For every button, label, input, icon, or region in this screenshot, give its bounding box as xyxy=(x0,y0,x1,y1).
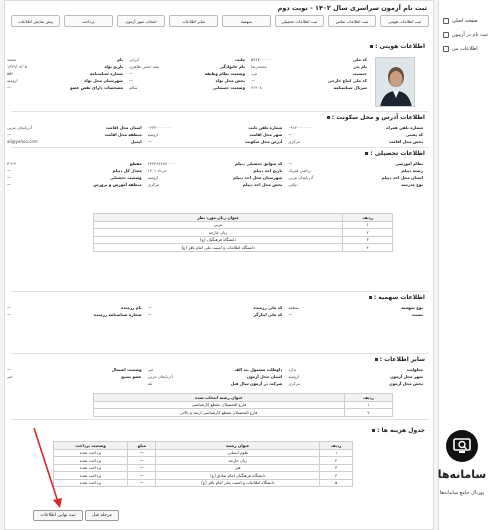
field-value: — xyxy=(147,311,152,317)
table-cell: فارغ التحصیلان مقطع کارشناسی ارشد و بالاتر xyxy=(94,409,345,417)
field-label: شرکت در آزمون سال قبل xyxy=(230,380,283,386)
back-button[interactable]: مرحله قبل xyxy=(85,510,119,521)
field-value: خرداد ۱۴۰۱ xyxy=(147,167,167,173)
field-row xyxy=(129,70,245,76)
sidebar-item-my-info[interactable] xyxy=(439,42,500,56)
field-label: شهر محل اقامت xyxy=(249,131,283,137)
table-row xyxy=(94,244,393,252)
other-fields xyxy=(7,366,423,386)
table-cell: ۴ xyxy=(320,472,353,480)
field-value: ۴۲۳۴۶۸۷۸۷۰۰۰۰ xyxy=(147,160,176,166)
table-cell: عربی xyxy=(94,221,343,229)
field-value: — xyxy=(147,138,152,144)
field-value: — xyxy=(251,77,255,83)
field-label: نوع مدرسه xyxy=(401,181,423,187)
table-cell: ۱ xyxy=(343,221,393,229)
field-row xyxy=(7,174,142,180)
field-row xyxy=(129,56,245,62)
field-label: استان محل اخذ دیپلم xyxy=(381,174,423,180)
wizard-steps xyxy=(11,15,429,27)
table-cell: ۱ xyxy=(344,401,392,409)
field-label: سریال شناسنامه xyxy=(333,84,367,90)
table-cell: دانشگاه فرهنگیان (ع) xyxy=(94,236,343,244)
field-value: مرکزی xyxy=(288,380,300,386)
field-row xyxy=(288,160,423,166)
field-value: ۴۶۳۰۸ xyxy=(251,84,262,90)
field-row xyxy=(7,70,123,76)
field-row xyxy=(7,56,123,62)
field-label: کد ملی رزمنده xyxy=(253,304,283,310)
table-cell: — xyxy=(128,449,156,457)
field-label: شماره تلفن ثابت xyxy=(248,124,283,130)
brand-logo xyxy=(432,430,492,520)
table-cell: پرداخت شده xyxy=(54,479,128,487)
field-label: استان محل آزمون xyxy=(246,373,283,379)
field-row xyxy=(148,160,283,166)
step-preview[interactable]: پیش نمایش اطلاعات xyxy=(11,15,60,27)
field-row xyxy=(7,167,142,173)
field-value: ارومیه xyxy=(147,174,159,180)
field-label: شهر محل آزمون xyxy=(390,373,423,379)
field-label: منطقه محل اقامت xyxy=(104,131,142,137)
payment-section-title: جدول هزینه ها : xyxy=(372,427,425,434)
brand-name: سامانه‌ها xyxy=(437,468,487,481)
contact-fields xyxy=(7,124,423,144)
table-row xyxy=(54,464,353,472)
field-label: نسبت xyxy=(411,311,423,317)
field-value: محمدرضا xyxy=(251,63,267,69)
field-row xyxy=(148,124,283,130)
sidebar-item-label: اطلاعات من xyxy=(452,46,478,52)
field-label: بخش محل اخذ دیپلم xyxy=(242,181,283,187)
field-value: آذربایجان غربی xyxy=(147,373,173,379)
field-value: سید حسن طاهری xyxy=(129,63,160,69)
field-value: ۰۴۴۳۰۰۰۰۰۰۰ xyxy=(147,124,172,130)
table-row xyxy=(54,472,353,480)
field-row xyxy=(7,77,123,83)
field-value: مرکزی xyxy=(288,138,300,144)
field-row xyxy=(7,311,142,317)
confirm-button[interactable]: ثبت نهایی اطلاعات xyxy=(33,510,83,521)
table-header: عنوان رشته انتخاب شده xyxy=(94,394,345,402)
field-row xyxy=(288,167,423,173)
field-row xyxy=(148,311,283,317)
field-row xyxy=(288,373,423,379)
field-label: نام پدر xyxy=(353,63,367,69)
field-value: ارومیه xyxy=(288,373,299,379)
field-row xyxy=(148,138,283,144)
field-label: کد پستی xyxy=(405,131,423,137)
table-cell: پرداخت شده xyxy=(54,449,128,457)
field-label: معلولیت xyxy=(406,366,423,372)
field-row xyxy=(251,70,367,76)
table-cell: ۴ xyxy=(343,244,393,252)
table-header: ردیف xyxy=(344,394,392,402)
education-section-title: اطلاعات تحصیلی : xyxy=(365,150,425,157)
field-value: ارومیه xyxy=(7,77,18,83)
field-value: ۱۳۷۹/۰۸/۰۵ xyxy=(7,63,27,69)
contact-section-title: اطلاعات آدرس و محل سکونت : xyxy=(327,114,425,121)
field-row xyxy=(148,304,283,310)
field-label: تاریخ تولد xyxy=(104,63,123,69)
field-label: عضو بسیج xyxy=(121,373,142,379)
field-label: تاریخ اخذ دیپلم xyxy=(253,167,283,173)
field-row xyxy=(251,84,367,90)
field-label: کد ملی ایثارگر xyxy=(253,311,283,317)
table-cell: — xyxy=(128,464,156,472)
selected-fields-table xyxy=(93,393,393,417)
field-label: نظام آموزشی xyxy=(395,160,423,166)
field-label: وضعیت تحصیلی xyxy=(110,174,142,180)
table-row xyxy=(54,449,353,457)
field-value: ۰۹۱۴۰۰۰۰۰۰۰ xyxy=(288,124,312,130)
field-value: ۵۵۲ xyxy=(7,70,14,76)
form-icon xyxy=(443,32,449,38)
field-label: داوطلب مشمول بند الف xyxy=(234,366,283,372)
field-value: ارومیه xyxy=(147,131,159,137)
field-value: سالم xyxy=(129,84,138,90)
field-value: آذربایجان غربی xyxy=(288,174,314,180)
field-value: — xyxy=(288,131,293,137)
field-row xyxy=(288,174,423,180)
field-label: آدرس محل سکونت xyxy=(244,138,283,144)
divider xyxy=(11,419,429,420)
table-header: عنوان رشته xyxy=(156,442,320,450)
table-row xyxy=(94,229,393,237)
field-row xyxy=(251,77,367,83)
identity-fields xyxy=(7,56,367,90)
quota-section-title: اطلاعات سهمیه : xyxy=(369,294,425,301)
field-row xyxy=(288,124,423,130)
step-identity[interactable]: ثبت اطلاعات هویتی xyxy=(380,15,429,27)
field-row xyxy=(7,124,142,130)
field-label: شماره شناسنامه xyxy=(89,70,123,76)
education-fields xyxy=(7,160,423,187)
table-row xyxy=(94,221,393,229)
table-header: ردیف xyxy=(343,214,393,222)
table-cell: — xyxy=(128,479,156,487)
language-table xyxy=(93,213,393,252)
field-value: — xyxy=(7,181,11,187)
field-label: بخش محل اقامت xyxy=(389,138,423,144)
field-label: استان محل اقامت xyxy=(105,124,142,130)
field-row xyxy=(7,84,123,90)
field-label: نام رزمنده xyxy=(120,304,142,310)
field-value: — xyxy=(7,366,11,372)
table-cell: پرداخت شده xyxy=(54,472,128,480)
field-row xyxy=(129,77,245,83)
table-header: عنوان زبان مورد نظر xyxy=(94,214,343,222)
step-contact[interactable]: ثبت اطلاعات تماس xyxy=(328,15,377,27)
table-cell: زبان خارجه xyxy=(94,229,343,237)
table-cell: پرداخت شده xyxy=(54,464,128,472)
brand-tagline: پورتال جامع سامانه‌ها xyxy=(439,490,485,496)
sidebar-item-home[interactable] xyxy=(439,14,500,28)
field-value: — xyxy=(7,304,11,310)
field-value: — xyxy=(147,304,152,310)
field-label: ایمیل xyxy=(130,138,142,144)
field-row xyxy=(288,366,423,372)
field-value: مرکزی xyxy=(147,181,160,187)
field-value: ایرانی xyxy=(129,56,139,62)
field-label: بخش محل آزمون xyxy=(389,380,423,386)
payment-table xyxy=(53,441,353,487)
table-cell: ۲ xyxy=(320,457,353,465)
field-row xyxy=(7,63,123,69)
table-cell: ۲ xyxy=(343,229,393,237)
field-value: منطقه xyxy=(288,304,300,310)
field-label: ملیت xyxy=(235,56,245,62)
field-label: رشته دیپلم xyxy=(401,167,423,173)
field-label: منطقه آموزش و پرورش xyxy=(93,181,142,187)
step-quota[interactable]: سهمیه xyxy=(222,15,271,27)
field-row xyxy=(148,181,283,187)
field-value: بله xyxy=(147,380,153,386)
field-row xyxy=(148,167,283,173)
table-cell: ۲ xyxy=(344,409,392,417)
field-label: شماره شناسنامه رزمنده xyxy=(93,311,142,317)
field-row xyxy=(7,131,142,137)
field-row xyxy=(288,380,423,386)
quota-fields xyxy=(7,304,423,317)
field-row xyxy=(251,56,367,62)
table-row xyxy=(94,401,393,409)
table-cell: زبان خارجه xyxy=(156,457,320,465)
field-label: معدل کل دیپلم xyxy=(112,167,142,173)
field-row xyxy=(288,304,423,310)
field-row xyxy=(129,63,245,69)
table-cell: فارغ التحصیلان مقطع کارشناسی xyxy=(94,401,345,409)
field-label: وضعیت اشتغال xyxy=(111,366,142,372)
field-value: — xyxy=(7,167,11,173)
field-value: — xyxy=(288,311,293,317)
step-exam-city[interactable]: انتخاب شهر آزمون xyxy=(117,15,166,27)
field-value: مرد xyxy=(251,70,258,76)
field-value: — xyxy=(129,77,133,83)
table-cell: هنر xyxy=(156,464,320,472)
divider xyxy=(11,147,429,148)
profile-photo xyxy=(375,57,415,107)
list-icon xyxy=(443,46,449,52)
table-cell: دانشگاه اطلاعات و امنیت ملی امام باقر (ع) xyxy=(94,244,343,252)
table-cell: ۳ xyxy=(320,464,353,472)
field-label: کد ملی اتباع خارجی xyxy=(327,77,367,83)
table-cell: — xyxy=(128,457,156,465)
table-cell: پرداخت شده xyxy=(54,457,128,465)
field-value: — xyxy=(7,311,11,317)
sidebar-item-label: صفحه اصلی xyxy=(452,18,478,24)
avatar-icon xyxy=(376,58,415,107)
table-row xyxy=(54,457,353,465)
table-cell: ۵ xyxy=(320,479,353,487)
table-cell: علوم انسانی xyxy=(156,449,320,457)
field-label: نوع سهمیه xyxy=(401,304,423,310)
field-value: دولتی xyxy=(288,181,298,187)
field-row xyxy=(148,373,283,379)
field-label: شهرستان محل تولد xyxy=(83,77,123,83)
page-title: ثبت نام آزمون سراسری سال ۱۴۰۲ - نوبت دوم xyxy=(277,4,427,12)
field-label: نام خانوادگی xyxy=(219,63,245,69)
table-cell: ۱ xyxy=(320,449,353,457)
sidebar-item-label: ثبت نام در آزمون xyxy=(452,32,488,38)
field-value: — xyxy=(7,131,11,137)
table-cell: ۳ xyxy=(343,236,393,244)
table-header: ردیف xyxy=(320,442,353,450)
table-cell: — xyxy=(128,472,156,480)
field-row xyxy=(7,366,142,372)
field-row xyxy=(288,311,423,317)
step-other[interactable]: سایر اطلاعات xyxy=(169,15,218,27)
field-row xyxy=(288,138,423,144)
field-value: ali@yahoo.com xyxy=(7,138,38,144)
field-row xyxy=(288,181,423,187)
field-label: جنسیت xyxy=(352,70,367,76)
field-value: — xyxy=(7,84,11,90)
field-label: نام xyxy=(117,56,123,62)
field-label: کد ملی xyxy=(352,56,367,62)
field-row xyxy=(7,181,142,187)
field-row xyxy=(7,138,142,144)
field-value: — xyxy=(288,160,293,166)
divider xyxy=(11,353,429,354)
field-value: — xyxy=(129,70,133,76)
table-cell: دانشگاه اطلاعات و امنیت ملی امام باقر (ع) xyxy=(156,479,320,487)
other-section-title: سایر اطلاعات : xyxy=(375,356,425,363)
field-row xyxy=(251,63,367,69)
table-row xyxy=(54,479,353,487)
field-row xyxy=(7,373,142,379)
identity-section-title: اطلاعات هویتی : xyxy=(370,43,425,50)
field-label: شماره تلفن همراه xyxy=(386,124,423,130)
divider xyxy=(11,291,429,292)
field-row xyxy=(148,131,283,137)
main-panel xyxy=(4,0,434,530)
step-payment[interactable]: پرداخت xyxy=(64,15,113,27)
sidebar-item-register[interactable] xyxy=(439,28,500,42)
field-label: مشخصات دارای نقص عضو xyxy=(70,84,123,90)
field-label: مقطع xyxy=(129,160,142,166)
field-row xyxy=(148,366,283,372)
field-label: شهرستان محل اخذ دیپلم xyxy=(233,174,283,180)
field-value: — xyxy=(7,174,11,180)
field-row xyxy=(7,160,142,166)
monitor-search-icon xyxy=(446,430,478,462)
home-icon xyxy=(443,18,449,24)
field-value: آذربایجان غربی xyxy=(7,124,33,130)
table-row xyxy=(94,236,393,244)
table-header: وضعیت پرداخت xyxy=(54,442,128,450)
divider xyxy=(11,111,429,112)
field-value: محمد xyxy=(7,56,17,62)
field-row xyxy=(129,84,245,90)
field-value: خیر xyxy=(147,366,154,372)
field-label: وضعیت نظام وظیفه xyxy=(204,70,245,76)
table-row xyxy=(94,409,393,417)
table-cell: دانشگاه فرهنگیان امام صادق (ع) xyxy=(156,472,320,480)
field-value: خیر xyxy=(7,373,13,379)
field-value: ۳-۶-۳ xyxy=(7,160,17,166)
field-label: وضعیت جسمانی xyxy=(212,84,245,90)
field-row xyxy=(7,304,142,310)
field-value: ۵۹۶۷۰۰۰۰۰۰ xyxy=(251,56,273,62)
field-row xyxy=(288,131,423,137)
field-value: ندارد xyxy=(288,366,297,372)
field-row xyxy=(148,174,283,180)
field-row xyxy=(148,380,283,386)
step-education[interactable]: ثبت اطلاعات تحصیلی xyxy=(275,15,324,27)
field-value: ریاضی فیزیک xyxy=(288,167,311,173)
field-label: کد سوابق تحصیلی دیپلم xyxy=(235,160,283,166)
table-header: مبلغ xyxy=(128,442,156,450)
field-label: بخش محل تولد xyxy=(215,77,245,83)
